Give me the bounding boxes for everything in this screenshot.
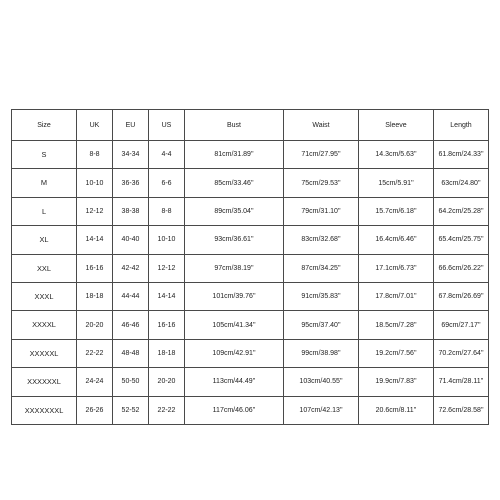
cell-bust: 85cm/33.46'' — [185, 169, 284, 197]
cell-eu: 46-46 — [113, 311, 149, 339]
cell-uk: 14-14 — [77, 226, 113, 254]
cell-bust: 113cm/44.49'' — [185, 368, 284, 396]
cell-eu: 42-42 — [113, 254, 149, 282]
column-header-bust: Bust — [185, 110, 284, 141]
table-row — [12, 226, 489, 254]
cell-eu: 50-50 — [113, 368, 149, 396]
cell-sleeve: 14.3cm/5.63'' — [359, 141, 434, 169]
cell-size: S — [12, 141, 77, 169]
size-chart-table — [11, 109, 489, 425]
cell-size: XXXL — [12, 282, 77, 310]
table-row — [12, 197, 489, 225]
cell-sleeve: 18.5cm/7.28'' — [359, 311, 434, 339]
cell-size: M — [12, 169, 77, 197]
table-row — [12, 282, 489, 310]
cell-waist: 79cm/31.10'' — [284, 197, 359, 225]
column-header-sleeve: Sleeve — [359, 110, 434, 141]
cell-waist: 91cm/35.83'' — [284, 282, 359, 310]
cell-eu: 48-48 — [113, 339, 149, 367]
cell-length: 69cm/27.17'' — [434, 311, 489, 339]
cell-sleeve: 17.8cm/7.01'' — [359, 282, 434, 310]
cell-us: 18-18 — [149, 339, 185, 367]
cell-us: 6-6 — [149, 169, 185, 197]
table-row — [12, 396, 489, 424]
cell-waist: 95cm/37.40'' — [284, 311, 359, 339]
column-header-uk: UK — [77, 110, 113, 141]
cell-uk: 20-20 — [77, 311, 113, 339]
cell-waist: 87cm/34.25'' — [284, 254, 359, 282]
cell-eu: 40-40 — [113, 226, 149, 254]
table-row — [12, 141, 489, 169]
cell-size: XL — [12, 226, 77, 254]
cell-sleeve: 15cm/5.91'' — [359, 169, 434, 197]
cell-length: 64.2cm/25.28'' — [434, 197, 489, 225]
cell-length: 65.4cm/25.75'' — [434, 226, 489, 254]
cell-uk: 24-24 — [77, 368, 113, 396]
cell-uk: 12-12 — [77, 197, 113, 225]
table-row — [12, 311, 489, 339]
cell-size: L — [12, 197, 77, 225]
cell-size: XXXXXXXL — [12, 396, 77, 424]
column-header-length: Length — [434, 110, 489, 141]
cell-length: 61.8cm/24.33'' — [434, 141, 489, 169]
cell-us: 12-12 — [149, 254, 185, 282]
cell-bust: 101cm/39.76'' — [185, 282, 284, 310]
cell-uk: 8-8 — [77, 141, 113, 169]
column-header-us: US — [149, 110, 185, 141]
cell-eu: 38-38 — [113, 197, 149, 225]
cell-sleeve: 16.4cm/6.46'' — [359, 226, 434, 254]
cell-length: 70.2cm/27.64'' — [434, 339, 489, 367]
cell-bust: 109cm/42.91'' — [185, 339, 284, 367]
cell-length: 66.6cm/26.22'' — [434, 254, 489, 282]
table-row — [12, 368, 489, 396]
cell-waist: 107cm/42.13'' — [284, 396, 359, 424]
cell-size: XXXXXXL — [12, 368, 77, 396]
cell-us: 14-14 — [149, 282, 185, 310]
table-row — [12, 339, 489, 367]
cell-sleeve: 19.2cm/7.56'' — [359, 339, 434, 367]
table-row — [12, 169, 489, 197]
cell-us: 20-20 — [149, 368, 185, 396]
cell-waist: 75cm/29.53'' — [284, 169, 359, 197]
cell-length: 63cm/24.80'' — [434, 169, 489, 197]
cell-eu: 36-36 — [113, 169, 149, 197]
cell-uk: 26-26 — [77, 396, 113, 424]
cell-uk: 10-10 — [77, 169, 113, 197]
cell-bust: 89cm/35.04'' — [185, 197, 284, 225]
cell-size: XXXXXL — [12, 339, 77, 367]
cell-eu: 44-44 — [113, 282, 149, 310]
cell-bust: 81cm/31.89'' — [185, 141, 284, 169]
cell-length: 71.4cm/28.11'' — [434, 368, 489, 396]
cell-size: XXL — [12, 254, 77, 282]
cell-uk: 18-18 — [77, 282, 113, 310]
column-header-size: Size — [12, 110, 77, 141]
cell-waist: 99cm/38.98'' — [284, 339, 359, 367]
cell-size: XXXXL — [12, 311, 77, 339]
cell-us: 10-10 — [149, 226, 185, 254]
cell-waist: 83cm/32.68'' — [284, 226, 359, 254]
cell-sleeve: 19.9cm/7.83'' — [359, 368, 434, 396]
cell-length: 72.6cm/28.58'' — [434, 396, 489, 424]
cell-us: 4-4 — [149, 141, 185, 169]
cell-bust: 93cm/36.61'' — [185, 226, 284, 254]
table-header-row — [12, 110, 489, 141]
cell-waist: 103cm/40.55'' — [284, 368, 359, 396]
cell-us: 16-16 — [149, 311, 185, 339]
table-row — [12, 254, 489, 282]
cell-eu: 52-52 — [113, 396, 149, 424]
cell-sleeve: 15.7cm/6.18'' — [359, 197, 434, 225]
cell-us: 22-22 — [149, 396, 185, 424]
column-header-eu: EU — [113, 110, 149, 141]
cell-sleeve: 20.6cm/8.11'' — [359, 396, 434, 424]
cell-uk: 22-22 — [77, 339, 113, 367]
cell-bust: 97cm/38.19'' — [185, 254, 284, 282]
cell-us: 8-8 — [149, 197, 185, 225]
cell-eu: 34-34 — [113, 141, 149, 169]
cell-bust: 117cm/46.06'' — [185, 396, 284, 424]
cell-uk: 16-16 — [77, 254, 113, 282]
cell-waist: 71cm/27.95'' — [284, 141, 359, 169]
cell-bust: 105cm/41.34'' — [185, 311, 284, 339]
column-header-waist: Waist — [284, 110, 359, 141]
cell-length: 67.8cm/26.69'' — [434, 282, 489, 310]
cell-sleeve: 17.1cm/6.73'' — [359, 254, 434, 282]
